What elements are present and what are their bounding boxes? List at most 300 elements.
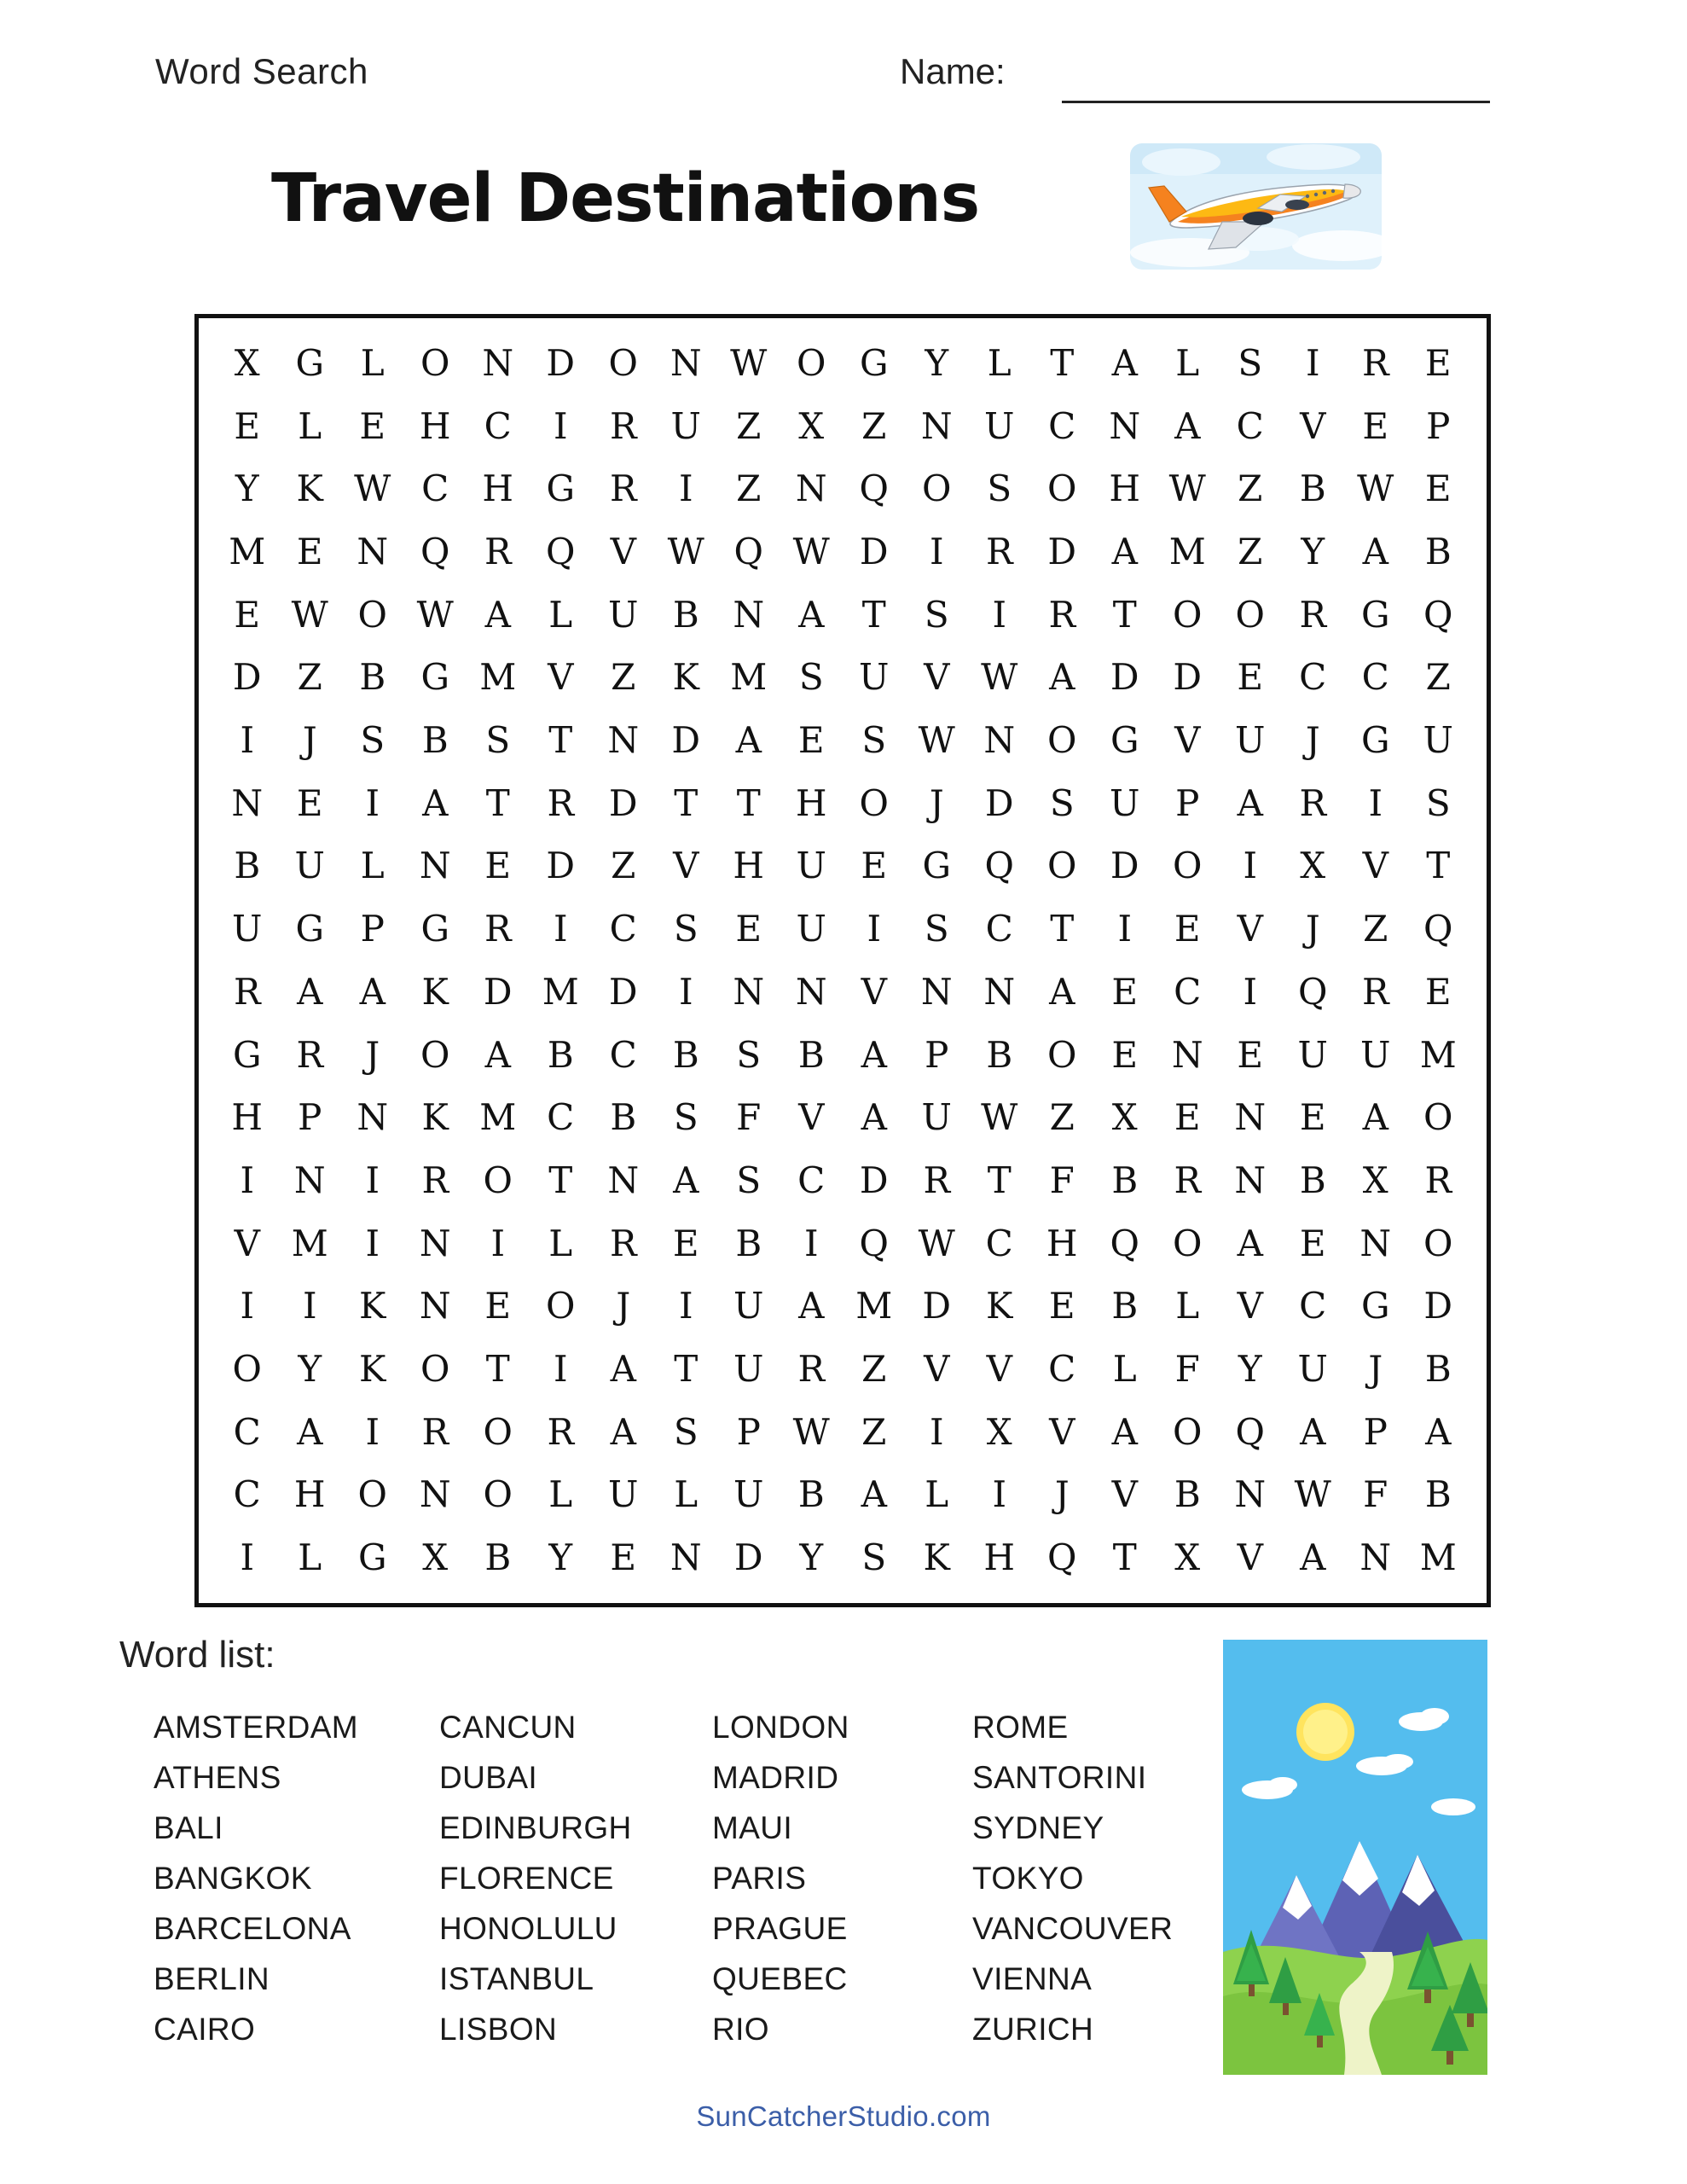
grid-cell[interactable]: Z	[861, 404, 887, 447]
grid-cell[interactable]: V	[924, 1348, 950, 1391]
grid-cell[interactable]: O	[1047, 468, 1077, 510]
grid-cell[interactable]: N	[1171, 1033, 1203, 1076]
grid-cell[interactable]: A	[610, 1410, 636, 1453]
grid-cell[interactable]: O	[1047, 719, 1077, 762]
grid-cell[interactable]: C	[797, 1159, 826, 1201]
grid-cell[interactable]: L	[674, 1473, 699, 1516]
grid-cell[interactable]: R	[484, 908, 512, 950]
grid-cell[interactable]: C	[1299, 656, 1327, 699]
grid-cell[interactable]: Q	[1298, 970, 1328, 1013]
word-list-item[interactable]: LISBON	[439, 2012, 558, 2047]
grid-cell[interactable]: S	[673, 1096, 699, 1139]
grid-cell[interactable]: N	[920, 404, 953, 447]
grid-cell[interactable]: E	[1362, 404, 1389, 447]
grid-cell[interactable]: R	[1174, 1159, 1202, 1201]
grid-cell[interactable]: A	[297, 970, 323, 1013]
grid-cell[interactable]: Y	[298, 1348, 322, 1391]
grid-cell[interactable]: U	[796, 908, 826, 950]
grid-cell[interactable]: U	[1423, 719, 1453, 762]
grid-cell[interactable]: N	[1234, 1096, 1267, 1139]
grid-cell[interactable]: S	[798, 656, 824, 699]
grid-cell[interactable]: E	[1111, 1033, 1139, 1076]
grid-cell[interactable]: W	[918, 719, 955, 762]
grid-cell[interactable]: T	[485, 1348, 510, 1391]
grid-cell[interactable]: D	[1173, 656, 1203, 699]
grid-cell[interactable]: N	[419, 1473, 451, 1516]
grid-cell[interactable]: L	[1112, 1348, 1137, 1391]
grid-cell[interactable]: V	[1237, 908, 1263, 950]
grid-cell[interactable]: D	[922, 1285, 952, 1327]
grid-cell[interactable]: N	[607, 719, 640, 762]
grid-cell[interactable]: R	[1299, 593, 1327, 636]
grid-cell[interactable]: I	[553, 1348, 568, 1391]
word-list-item[interactable]: EDINBURGH	[439, 1810, 632, 1845]
grid-cell[interactable]: R	[421, 1410, 449, 1453]
grid-cell[interactable]: E	[1048, 1285, 1075, 1327]
grid-cell[interactable]: X	[986, 1410, 1012, 1453]
grid-cell[interactable]: B	[735, 1222, 762, 1264]
grid-cell[interactable]: O	[483, 1473, 513, 1516]
grid-cell[interactable]: L	[298, 1536, 322, 1579]
grid-cell[interactable]: V	[798, 1096, 825, 1139]
grid-cell[interactable]: I	[929, 530, 944, 572]
grid-cell[interactable]: X	[1174, 1536, 1201, 1579]
grid-cell[interactable]: D	[1423, 1285, 1453, 1327]
grid-cell[interactable]: R	[1361, 341, 1389, 384]
grid-cell[interactable]: O	[1423, 1096, 1453, 1139]
grid-cell[interactable]: T	[674, 1348, 699, 1391]
grid-cell[interactable]: G	[420, 908, 450, 950]
grid-cell[interactable]: Z	[736, 404, 762, 447]
grid-cell[interactable]: R	[923, 1159, 951, 1201]
grid-cell[interactable]: U	[859, 656, 890, 699]
grid-cell[interactable]: J	[302, 719, 317, 762]
grid-cell[interactable]: O	[1173, 1410, 1203, 1453]
grid-cell[interactable]: E	[1237, 1033, 1264, 1076]
grid-cell[interactable]: I	[678, 1285, 693, 1327]
grid-cell[interactable]: W	[354, 468, 391, 510]
grid-cell[interactable]: Z	[1363, 908, 1388, 950]
grid-cell[interactable]: O	[483, 1410, 513, 1453]
grid-cell[interactable]: E	[1299, 1096, 1326, 1139]
grid-cell[interactable]: E	[1111, 970, 1139, 1013]
grid-cell[interactable]: E	[1299, 1222, 1326, 1264]
word-list-item[interactable]: ZURICH	[972, 2012, 1094, 2047]
grid-cell[interactable]: M	[855, 1285, 893, 1327]
grid-cell[interactable]: H	[795, 781, 827, 824]
grid-cell[interactable]: I	[490, 1222, 506, 1264]
grid-cell[interactable]: E	[1424, 341, 1452, 384]
grid-cell[interactable]: J	[929, 781, 944, 824]
grid-cell[interactable]: O	[232, 1348, 262, 1391]
grid-cell[interactable]: G	[295, 341, 325, 384]
grid-cell[interactable]: H	[419, 404, 451, 447]
grid-cell[interactable]: N	[231, 781, 264, 824]
grid-cell[interactable]: N	[1234, 1473, 1267, 1516]
grid-cell[interactable]: Z	[861, 1410, 887, 1453]
grid-cell[interactable]: S	[924, 593, 949, 636]
grid-cell[interactable]: L	[360, 341, 385, 384]
grid-cell[interactable]: E	[234, 593, 261, 636]
grid-cell[interactable]: I	[992, 593, 1007, 636]
grid-cell[interactable]: J	[365, 1033, 380, 1076]
grid-cell[interactable]: V	[234, 1222, 260, 1264]
grid-cell[interactable]: C	[1048, 404, 1076, 447]
grid-cell[interactable]: J	[616, 1285, 631, 1327]
grid-cell[interactable]: X	[422, 1536, 449, 1579]
grid-cell[interactable]: W	[1294, 1473, 1331, 1516]
grid-cell[interactable]: G	[922, 845, 952, 887]
grid-cell[interactable]: C	[985, 1222, 1013, 1264]
grid-cell[interactable]: N	[733, 593, 765, 636]
grid-cell[interactable]: T	[548, 1159, 573, 1201]
grid-cell[interactable]: A	[798, 593, 825, 636]
grid-cell[interactable]: R	[609, 468, 637, 510]
grid-cell[interactable]: E	[484, 845, 512, 887]
grid-cell[interactable]: C	[1361, 656, 1389, 699]
grid-cell[interactable]: R	[985, 530, 1013, 572]
grid-cell[interactable]: O	[1047, 1033, 1077, 1076]
grid-cell[interactable]: E	[359, 404, 386, 447]
grid-cell[interactable]: N	[920, 970, 953, 1013]
grid-cell[interactable]: D	[1047, 530, 1077, 572]
grid-cell[interactable]: N	[482, 341, 514, 384]
grid-cell[interactable]: A	[861, 1096, 887, 1139]
grid-cell[interactable]: Q	[1423, 908, 1453, 950]
word-list-item[interactable]: SYDNEY	[972, 1810, 1104, 1845]
grid-cell[interactable]: N	[357, 1096, 389, 1139]
grid-cell[interactable]: T	[861, 593, 886, 636]
grid-cell[interactable]: S	[861, 719, 887, 762]
grid-cell[interactable]: T	[674, 781, 699, 824]
grid-cell[interactable]: N	[983, 970, 1016, 1013]
grid-cell[interactable]: D	[859, 530, 889, 572]
grid-cell[interactable]: P	[925, 1033, 949, 1076]
grid-cell[interactable]: C	[985, 908, 1013, 950]
grid-cell[interactable]: E	[296, 530, 323, 572]
grid-cell[interactable]: S	[924, 908, 949, 950]
grid-cell[interactable]: U	[1360, 1033, 1391, 1076]
grid-cell[interactable]: I	[803, 1222, 819, 1264]
word-list-item[interactable]: BERLIN	[154, 1961, 270, 1996]
grid-cell[interactable]: D	[984, 781, 1014, 824]
grid-cell[interactable]: C	[233, 1473, 261, 1516]
grid-cell[interactable]: S	[673, 908, 699, 950]
grid-cell[interactable]: L	[1175, 1285, 1200, 1327]
grid-cell[interactable]: O	[922, 468, 952, 510]
grid-cell[interactable]: A	[1237, 781, 1263, 824]
word-list-item[interactable]: SANTORINI	[972, 1760, 1147, 1795]
word-list-item[interactable]: RIO	[712, 2012, 769, 2047]
grid-cell[interactable]: M	[1419, 1033, 1457, 1076]
word-list-item[interactable]: BALI	[154, 1810, 223, 1845]
word-list-item[interactable]: PRAGUE	[712, 1911, 848, 1946]
grid-cell[interactable]: P	[1363, 1410, 1388, 1453]
grid-cell[interactable]: T	[1050, 908, 1075, 950]
grid-cell[interactable]: P	[1175, 781, 1200, 824]
grid-cell[interactable]: I	[302, 1285, 317, 1327]
grid-cell[interactable]: U	[232, 908, 263, 950]
grid-cell[interactable]: G	[295, 908, 325, 950]
grid-cell[interactable]: G	[1360, 1285, 1390, 1327]
grid-cell[interactable]: D	[608, 781, 638, 824]
grid-cell[interactable]: N	[293, 1159, 326, 1201]
grid-cell[interactable]: O	[1173, 593, 1203, 636]
grid-cell[interactable]: J	[1305, 908, 1320, 950]
grid-cell[interactable]: E	[797, 719, 825, 762]
grid-cell[interactable]: I	[240, 1285, 255, 1327]
grid-cell[interactable]: E	[296, 781, 323, 824]
grid-cell[interactable]: T	[736, 781, 761, 824]
grid-cell[interactable]: M	[479, 1096, 517, 1139]
grid-cell[interactable]: T	[548, 719, 573, 762]
grid-cell[interactable]: E	[735, 908, 762, 950]
grid-cell[interactable]: V	[673, 845, 699, 887]
grid-cell[interactable]: V	[1300, 404, 1326, 447]
grid-cell[interactable]: G	[1110, 719, 1139, 762]
grid-cell[interactable]: B	[610, 1096, 637, 1139]
grid-cell[interactable]: N	[1109, 404, 1141, 447]
grid-cell[interactable]: J	[1305, 719, 1320, 762]
grid-cell[interactable]: N	[795, 970, 827, 1013]
grid-cell[interactable]: X	[1362, 1159, 1388, 1201]
word-list-item[interactable]: ROME	[972, 1710, 1069, 1745]
grid-cell[interactable]: O	[357, 1473, 387, 1516]
grid-cell[interactable]: B	[484, 1536, 512, 1579]
grid-cell[interactable]: P	[360, 908, 385, 950]
grid-cell[interactable]: U	[294, 845, 325, 887]
grid-cell[interactable]: D	[546, 341, 576, 384]
grid-cell[interactable]: E	[1174, 908, 1201, 950]
grid-cell[interactable]: M	[1168, 530, 1206, 572]
grid-cell[interactable]: S	[673, 1410, 699, 1453]
grid-cell[interactable]: L	[548, 1222, 573, 1264]
grid-cell[interactable]: W	[667, 530, 704, 572]
grid-cell[interactable]: N	[1359, 1222, 1392, 1264]
grid-cell[interactable]: B	[234, 845, 261, 887]
grid-cell[interactable]: T	[987, 1159, 1012, 1201]
grid-cell[interactable]: B	[359, 656, 386, 699]
grid-cell[interactable]: Z	[736, 468, 762, 510]
grid-cell[interactable]: A	[1362, 1096, 1388, 1139]
grid-cell[interactable]: W	[730, 341, 768, 384]
grid-cell[interactable]: I	[365, 1410, 380, 1453]
grid-cell[interactable]: R	[233, 970, 261, 1013]
grid-cell[interactable]: P	[1426, 404, 1451, 447]
grid-cell[interactable]: N	[795, 468, 827, 510]
grid-cell[interactable]: K	[359, 1285, 386, 1327]
grid-cell[interactable]: T	[1426, 845, 1451, 887]
grid-cell[interactable]: B	[1299, 1159, 1326, 1201]
grid-cell[interactable]: Z	[1238, 468, 1263, 510]
grid-cell[interactable]: V	[1111, 1473, 1138, 1516]
grid-cell[interactable]: I	[365, 1159, 380, 1201]
grid-cell[interactable]: K	[421, 1096, 449, 1139]
grid-cell[interactable]: Q	[546, 530, 576, 572]
grid-cell[interactable]: Q	[1047, 1536, 1077, 1579]
grid-cell[interactable]: L	[987, 341, 1012, 384]
grid-cell[interactable]: R	[1048, 593, 1076, 636]
grid-cell[interactable]: V	[861, 970, 887, 1013]
grid-cell[interactable]: F	[1363, 1473, 1388, 1516]
grid-cell[interactable]: S	[1425, 781, 1451, 824]
grid-cell[interactable]: O	[420, 341, 450, 384]
grid-cell[interactable]: Y	[1301, 530, 1325, 572]
footer-credit[interactable]: SunCatcherStudio.com	[696, 2100, 991, 2132]
grid-cell[interactable]: Q	[859, 1222, 889, 1264]
word-list-item[interactable]: VIENNA	[972, 1961, 1093, 1996]
grid-cell[interactable]: F	[736, 1096, 762, 1139]
grid-cell[interactable]: R	[547, 1410, 575, 1453]
grid-cell[interactable]: U	[608, 1473, 639, 1516]
grid-cell[interactable]: A	[297, 1410, 323, 1453]
grid-cell[interactable]: K	[923, 1536, 950, 1579]
grid-cell[interactable]: Z	[611, 656, 636, 699]
grid-cell[interactable]: R	[421, 1159, 449, 1201]
grid-cell[interactable]: N	[419, 1285, 451, 1327]
grid-cell[interactable]: S	[1238, 341, 1263, 384]
grid-cell[interactable]: V	[986, 1348, 1012, 1391]
word-list-item[interactable]: MADRID	[712, 1760, 839, 1795]
grid-cell[interactable]: S	[736, 1159, 762, 1201]
grid-cell[interactable]: G	[859, 341, 889, 384]
grid-cell[interactable]: R	[609, 404, 637, 447]
name-write-in-line[interactable]	[1062, 101, 1490, 103]
grid-cell[interactable]: G	[1360, 719, 1390, 762]
grid-cell[interactable]: S	[360, 719, 386, 762]
grid-cell[interactable]: N	[419, 1222, 451, 1264]
grid-cell[interactable]: Q	[420, 530, 450, 572]
grid-cell[interactable]: H	[293, 1473, 326, 1516]
grid-cell[interactable]: W	[792, 1410, 830, 1453]
grid-cell[interactable]: E	[484, 1285, 512, 1327]
grid-cell[interactable]: O	[1173, 845, 1203, 887]
grid-cell[interactable]: W	[1357, 468, 1394, 510]
word-list-item[interactable]: QUEBEC	[712, 1961, 848, 1996]
grid-cell[interactable]: B	[672, 1033, 699, 1076]
grid-cell[interactable]: B	[1424, 1473, 1452, 1516]
grid-cell[interactable]: E	[1237, 656, 1264, 699]
grid-cell[interactable]: O	[546, 1285, 576, 1327]
grid-cell[interactable]: I	[553, 908, 568, 950]
grid-cell[interactable]: U	[984, 404, 1015, 447]
grid-cell[interactable]: B	[797, 1473, 825, 1516]
word-list-item[interactable]: DUBAI	[439, 1760, 538, 1795]
grid-cell[interactable]: A	[359, 970, 386, 1013]
grid-cell[interactable]: U	[1297, 1348, 1328, 1391]
grid-cell[interactable]: A	[610, 1348, 636, 1391]
word-list-item[interactable]: CANCUN	[439, 1710, 577, 1745]
grid-cell[interactable]: A	[1362, 530, 1388, 572]
grid-cell[interactable]: R	[484, 530, 512, 572]
grid-cell[interactable]: Z	[1238, 530, 1263, 572]
grid-cell[interactable]: M	[730, 656, 768, 699]
grid-cell[interactable]: K	[421, 970, 449, 1013]
grid-cell[interactable]: W	[792, 530, 830, 572]
grid-cell[interactable]: T	[1112, 593, 1137, 636]
grid-cell[interactable]: V	[924, 656, 950, 699]
grid-cell[interactable]: E	[1174, 1096, 1201, 1139]
grid-cell[interactable]: U	[670, 404, 701, 447]
grid-cell[interactable]: C	[421, 468, 449, 510]
grid-cell[interactable]: U	[733, 1348, 764, 1391]
grid-cell[interactable]: N	[670, 1536, 702, 1579]
grid-cell[interactable]: I	[929, 1410, 944, 1453]
grid-cell[interactable]: A	[1111, 1410, 1138, 1453]
grid-cell[interactable]: H	[482, 468, 514, 510]
grid-cell[interactable]: V	[1049, 1410, 1075, 1453]
word-list-item[interactable]: FLORENCE	[439, 1861, 614, 1896]
grid-cell[interactable]: I	[1243, 970, 1258, 1013]
grid-cell[interactable]: Y	[548, 1536, 573, 1579]
grid-cell[interactable]: Y	[235, 468, 259, 510]
grid-cell[interactable]: W	[1168, 468, 1206, 510]
grid-cell[interactable]: E	[672, 1222, 699, 1264]
grid-cell[interactable]: Q	[1110, 1222, 1139, 1264]
grid-cell[interactable]: V	[1174, 719, 1201, 762]
grid-cell[interactable]: B	[421, 719, 449, 762]
grid-cell[interactable]: N	[1234, 1159, 1267, 1201]
word-list-item[interactable]: BARCELONA	[154, 1911, 351, 1946]
grid-cell[interactable]: A	[798, 1285, 825, 1327]
grid-cell[interactable]: I	[678, 468, 693, 510]
grid-cell[interactable]: O	[483, 1159, 513, 1201]
grid-cell[interactable]: F	[1174, 1348, 1200, 1391]
grid-cell[interactable]: V	[610, 530, 636, 572]
grid-cell[interactable]: X	[1300, 845, 1326, 887]
grid-cell[interactable]: M	[479, 656, 517, 699]
grid-cell[interactable]: Y	[925, 341, 949, 384]
grid-cell[interactable]: L	[1175, 341, 1200, 384]
grid-cell[interactable]: N	[1359, 1536, 1392, 1579]
grid-cell[interactable]: R	[1361, 970, 1389, 1013]
grid-cell[interactable]: C	[609, 908, 637, 950]
grid-cell[interactable]: U	[921, 1096, 952, 1139]
grid-cell[interactable]: Q	[1423, 593, 1453, 636]
grid-cell[interactable]: W	[291, 593, 328, 636]
grid-cell[interactable]: L	[548, 593, 573, 636]
grid-cell[interactable]: Z	[1049, 1096, 1075, 1139]
grid-cell[interactable]: Z	[297, 656, 322, 699]
grid-cell[interactable]: K	[986, 1285, 1013, 1327]
grid-cell[interactable]: E	[1424, 468, 1452, 510]
grid-cell[interactable]: K	[359, 1348, 386, 1391]
grid-cell[interactable]: B	[1111, 1285, 1139, 1327]
word-list-item[interactable]: VANCOUVER	[972, 1911, 1174, 1946]
grid-cell[interactable]: J	[1054, 1473, 1070, 1516]
grid-cell[interactable]: C	[1048, 1348, 1076, 1391]
grid-cell[interactable]: T	[1050, 341, 1075, 384]
grid-cell[interactable]: X	[1111, 1096, 1138, 1139]
grid-cell[interactable]: F	[1049, 1159, 1075, 1201]
grid-cell[interactable]: R	[1299, 781, 1327, 824]
grid-cell[interactable]: H	[733, 845, 765, 887]
grid-cell[interactable]: K	[296, 468, 323, 510]
grid-cell[interactable]: M	[1419, 1536, 1457, 1579]
grid-cell[interactable]: Q	[859, 468, 889, 510]
grid-cell[interactable]: B	[672, 593, 699, 636]
grid-cell[interactable]: A	[1049, 970, 1075, 1013]
grid-cell[interactable]: A	[1237, 1222, 1263, 1264]
grid-cell[interactable]: Z	[611, 845, 636, 887]
grid-cell[interactable]: C	[1299, 1285, 1327, 1327]
grid-cell[interactable]: O	[797, 341, 826, 384]
grid-cell[interactable]: B	[1424, 530, 1452, 572]
grid-cell[interactable]: U	[733, 1285, 764, 1327]
grid-cell[interactable]: I	[553, 404, 568, 447]
grid-cell[interactable]: S	[1049, 781, 1075, 824]
grid-cell[interactable]: N	[419, 845, 451, 887]
